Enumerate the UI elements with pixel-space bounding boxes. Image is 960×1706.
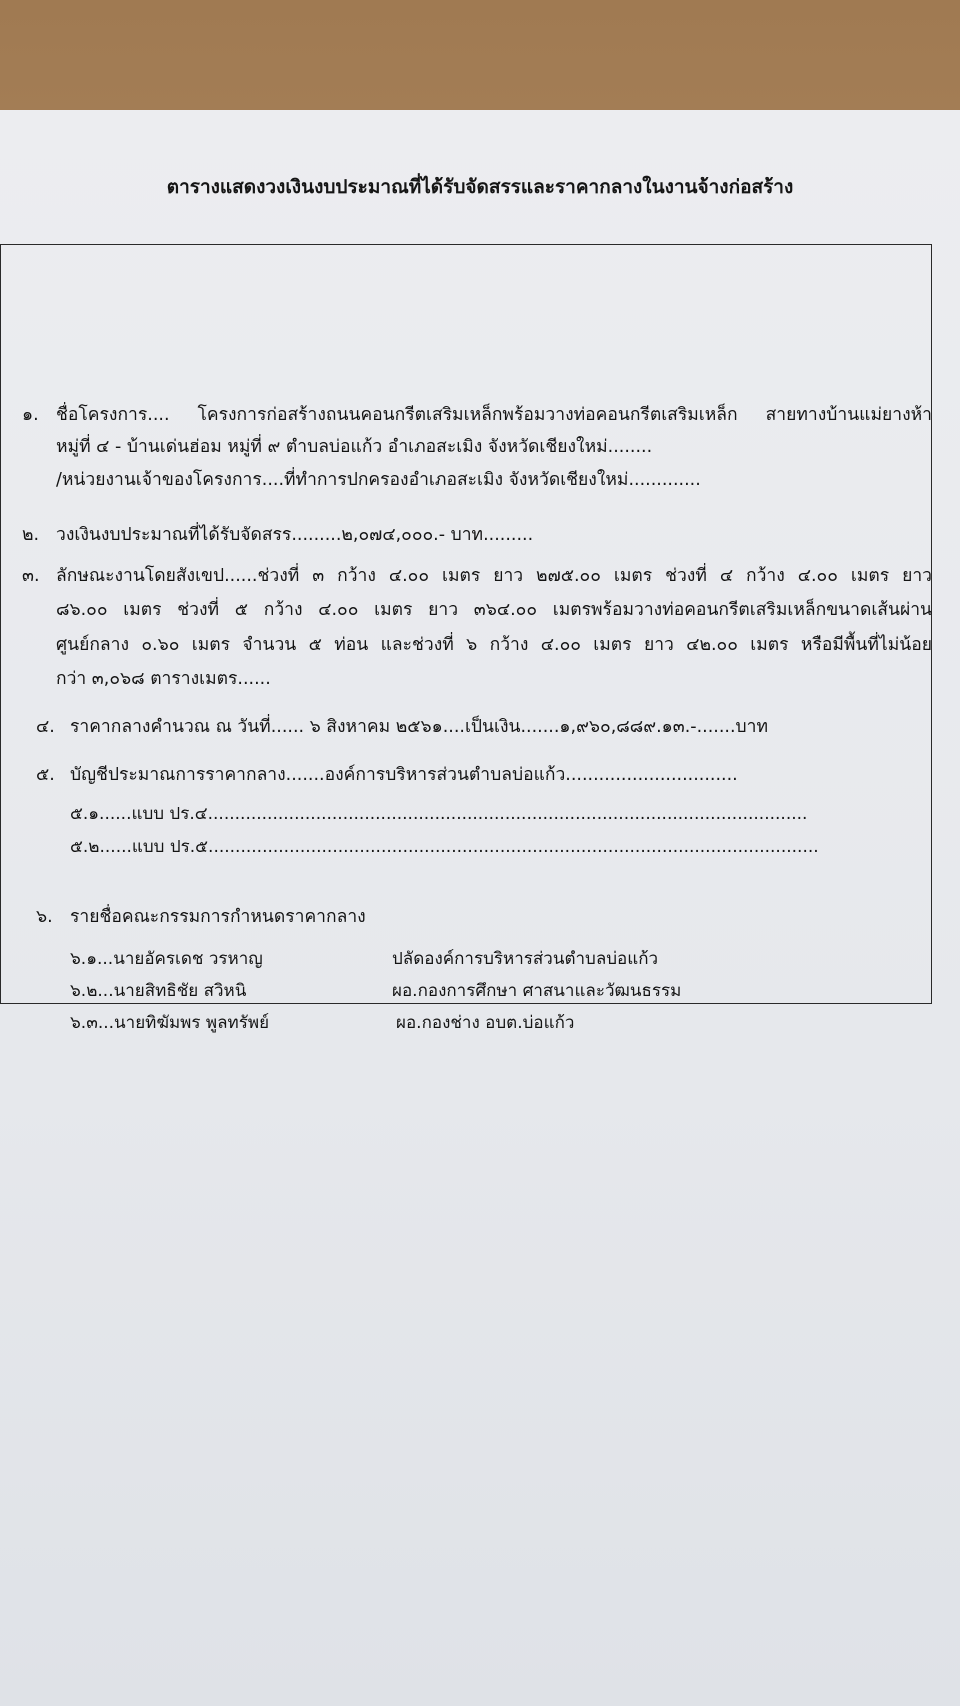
item-5-line-1: บัญชีประมาณการราคากลาง.......องค์การบริหารส่วนตำบลบ่อแก้ว............................... <box>70 765 738 785</box>
item-5-sub-2: ๕.๒......แบบ ปร.๕................................................................................................................. <box>70 837 819 857</box>
committee-member-3-position: ผอ.กองช่าง อบต.บ่อแก้ว <box>396 1013 575 1033</box>
committee-member-2-name: ๖.๒...นายสิทธิชัย สวิหนิ <box>70 981 247 1001</box>
committee-member-3-name: ๖.๓...นายทิฆัมพร พูลทรัพย์ <box>70 1013 270 1033</box>
item-5-sub-1: ๕.๑......แบบ ปร.๔............................................................................................................... <box>70 804 808 824</box>
content-frame <box>0 244 932 1004</box>
committee-member-2-position: ผอ.กองการศึกษา ศาสนาและวัฒนธรรม <box>392 981 682 1001</box>
item-3-line-4: กว่า ๓,๐๖๘ ตารางเมตร...... <box>56 669 271 689</box>
item-2-number: ๒. <box>22 525 40 545</box>
item-3-line-2: ๘๖.๐๐ เมตร ช่วงที่ ๕ กว้าง ๔.๐๐ เมตร ยาว ๓๖๔.๐๐ เมตรพร้อมวางท่อคอนกรีตเสริมเหล็กขนาดเส้นผ่าน <box>56 600 932 620</box>
item-4-number: ๔. <box>36 717 55 737</box>
item-5-number: ๕. <box>36 765 55 785</box>
item-6-number: ๖. <box>36 907 53 927</box>
item-4-line-1: ราคากลางคำนวณ ณ วันที่...... ๖ สิงหาคม ๒๕๖๑....เป็นเงิน.......๑,๙๖๐,๘๘๙.๑๓.-.......บาท <box>70 717 769 737</box>
item-3-line-3: ศูนย์กลาง ๐.๖๐ เมตร จำนวน ๕ ท่อน และช่วงที่ ๖ กว้าง ๔.๐๐ เมตร ยาว ๔๒.๐๐ เมตร หรือมีพื้นที่ไม่น้อย <box>56 635 932 655</box>
item-6-line-1: รายชื่อคณะกรรมการกำหนดราคากลาง <box>70 907 366 927</box>
document-title: ตารางแสดงวงเงินงบประมาณที่ได้รับจัดสรรและราคากลางในงานจ้างก่อสร้าง <box>166 176 794 198</box>
item-1-line-3: /หน่วยงานเจ้าของโครงการ....ที่ทำการปกครองอำเภอสะเมิง จังหวัดเชียงใหม่............. <box>56 470 701 490</box>
item-2-line-1: วงเงินงบประมาณที่ได้รับจัดสรร.........๒,๐๗๔,๐๐๐.- บาท......... <box>56 525 534 545</box>
item-1-line-1: ชื่อโครงการ.... โครงการก่อสร้างถนนคอนกรีตเสริมเหล็กพร้อมวางท่อคอนกรีตเสริมเหล็ก สายทางบ้านแม่ยางห้า <box>56 405 932 425</box>
item-1-number: ๑. <box>22 405 39 425</box>
item-1-line-2: หมู่ที่ ๔ - บ้านเด่นฮ่อม หมู่ที่ ๙ ตำบลบ่อแก้ว อำเภอสะเมิง จังหวัดเชียงใหม่........ <box>56 437 653 457</box>
committee-member-1-position: ปลัดองค์การบริหารส่วนตำบลบ่อแก้ว <box>392 949 659 969</box>
item-3-line-1: ลักษณะงานโดยสังเขป......ช่วงที่ ๓ กว้าง ๔.๐๐ เมตร ยาว ๒๗๕.๐๐ เมตร ช่วงที่ ๔ กว้าง ๔.๐๐ เมตร ยาว <box>56 566 932 586</box>
item-3-number: ๓. <box>22 566 40 586</box>
committee-member-1-name: ๖.๑...นายอัครเดช วรหาญ <box>70 949 263 969</box>
